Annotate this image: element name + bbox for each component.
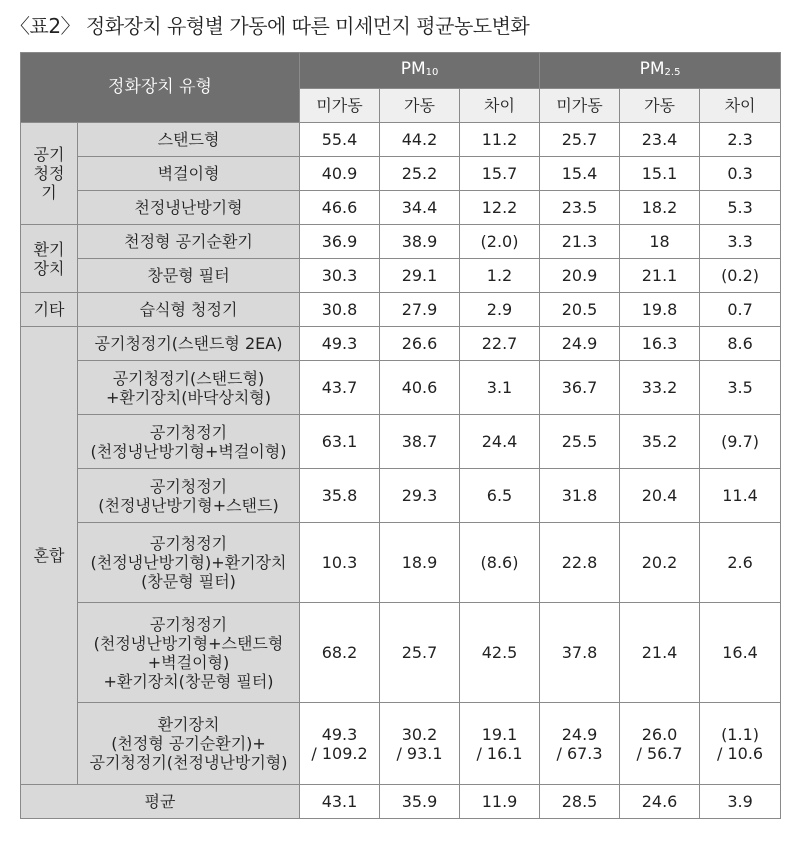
- device-type: 공기청정기 (천정냉난방기형+스탠드): [78, 469, 300, 523]
- header-pm10-diff: 차이: [460, 89, 540, 123]
- header-pm25-on: 가동: [620, 89, 700, 123]
- average-value: 43.1: [300, 785, 380, 819]
- value-pm10-diff: 15.7: [460, 157, 540, 191]
- value-pm10-off: 68.2: [300, 603, 380, 703]
- device-type: 스탠드형: [78, 123, 300, 157]
- value-pm25-on: 33.2: [620, 361, 700, 415]
- device-type: 창문형 필터: [78, 259, 300, 293]
- header-pm10-on: 가동: [380, 89, 460, 123]
- value-pm10-on: 29.3: [380, 469, 460, 523]
- value-pm10-off: 49.3 / 109.2: [300, 703, 380, 785]
- value-pm25-on: 26.0 / 56.7: [620, 703, 700, 785]
- average-value: 3.9: [700, 785, 781, 819]
- value-pm25-off: 25.7: [540, 123, 620, 157]
- device-type: 공기청정기 (천정냉난방기형+벽걸이형): [78, 415, 300, 469]
- value-pm10-on: 25.7: [380, 603, 460, 703]
- value-pm25-off: 22.8: [540, 523, 620, 603]
- value-pm25-diff: 5.3: [700, 191, 781, 225]
- table-row: [21, 259, 781, 293]
- value-pm25-off: 20.5: [540, 293, 620, 327]
- header-pm10-off: 미가동: [300, 89, 380, 123]
- value-pm10-on: 40.6: [380, 361, 460, 415]
- value-pm10-on: 38.9: [380, 225, 460, 259]
- value-pm25-off: 24.9: [540, 327, 620, 361]
- table-row: [21, 361, 781, 415]
- average-value: 35.9: [380, 785, 460, 819]
- value-pm10-off: 43.7: [300, 361, 380, 415]
- value-pm25-off: 24.9 / 67.3: [540, 703, 620, 785]
- value-pm10-off: 49.3: [300, 327, 380, 361]
- value-pm25-diff: (1.1) / 10.6: [700, 703, 781, 785]
- table-row: [21, 123, 781, 157]
- value-pm25-on: 21.4: [620, 603, 700, 703]
- header-type: 정화장치 유형: [21, 53, 300, 123]
- value-pm25-diff: 3.5: [700, 361, 781, 415]
- value-pm10-diff: (8.6): [460, 523, 540, 603]
- value-pm25-on: 18.2: [620, 191, 700, 225]
- value-pm25-diff: 8.6: [700, 327, 781, 361]
- value-pm10-on: 26.6: [380, 327, 460, 361]
- average-value: 24.6: [620, 785, 700, 819]
- group-mixed: 혼합: [21, 327, 78, 785]
- table-row: [21, 293, 781, 327]
- average-value: 11.9: [460, 785, 540, 819]
- value-pm25-on: 35.2: [620, 415, 700, 469]
- table-row: [21, 469, 781, 523]
- value-pm25-diff: 11.4: [700, 469, 781, 523]
- value-pm25-diff: (9.7): [700, 415, 781, 469]
- value-pm25-diff: 2.6: [700, 523, 781, 603]
- value-pm10-off: 35.8: [300, 469, 380, 523]
- header-pm10: $PM_{10}$: [300, 53, 540, 89]
- value-pm25-on: 19.8: [620, 293, 700, 327]
- value-pm25-on: 18: [620, 225, 700, 259]
- average-label: 평균: [21, 785, 300, 819]
- device-type: 환기장치 (천정형 공기순환기)+ 공기청정기(천정냉난방기형): [78, 703, 300, 785]
- average-value: 28.5: [540, 785, 620, 819]
- value-pm10-on: 27.9: [380, 293, 460, 327]
- value-pm10-diff: 19.1 / 16.1: [460, 703, 540, 785]
- table-row: [21, 327, 781, 361]
- value-pm25-diff: 0.7: [700, 293, 781, 327]
- value-pm25-on: 21.1: [620, 259, 700, 293]
- value-pm10-off: 30.3: [300, 259, 380, 293]
- table-row: [21, 157, 781, 191]
- value-pm25-diff: 2.3: [700, 123, 781, 157]
- value-pm10-diff: 6.5: [460, 469, 540, 523]
- device-type: 천정냉난방기형: [78, 191, 300, 225]
- value-pm10-on: 18.9: [380, 523, 460, 603]
- header-pm25: $PM_{2.5}$: [540, 53, 781, 89]
- value-pm10-diff: 2.9: [460, 293, 540, 327]
- value-pm25-diff: 0.3: [700, 157, 781, 191]
- value-pm25-diff: 16.4: [700, 603, 781, 703]
- value-pm25-off: 23.5: [540, 191, 620, 225]
- value-pm10-diff: 12.2: [460, 191, 540, 225]
- table-row: [21, 603, 781, 703]
- value-pm10-diff: 24.4: [460, 415, 540, 469]
- device-type: 공기청정기(스탠드형 2EA): [78, 327, 300, 361]
- value-pm10-on: 30.2 / 93.1: [380, 703, 460, 785]
- value-pm25-diff: (0.2): [700, 259, 781, 293]
- value-pm10-off: 46.6: [300, 191, 380, 225]
- value-pm10-diff: 1.2: [460, 259, 540, 293]
- value-pm10-on: 25.2: [380, 157, 460, 191]
- header-pm25-off: 미가동: [540, 89, 620, 123]
- device-type: 벽걸이형: [78, 157, 300, 191]
- table-row: [21, 415, 781, 469]
- header-pm25-diff: 차이: [700, 89, 781, 123]
- value-pm10-diff: (2.0): [460, 225, 540, 259]
- pm-concentration-table: [20, 52, 781, 819]
- value-pm10-off: 10.3: [300, 523, 380, 603]
- value-pm25-off: 31.8: [540, 469, 620, 523]
- value-pm10-off: 36.9: [300, 225, 380, 259]
- table-row: [21, 523, 781, 603]
- value-pm10-on: 38.7: [380, 415, 460, 469]
- group-air-purifier: 공기 청정 기: [21, 123, 78, 225]
- value-pm10-off: 55.4: [300, 123, 380, 157]
- average-row: [21, 785, 781, 819]
- value-pm25-off: 15.4: [540, 157, 620, 191]
- device-type: 습식형 청정기: [78, 293, 300, 327]
- value-pm25-on: 20.2: [620, 523, 700, 603]
- table-row: [21, 703, 781, 785]
- device-type: 공기청정기 (천정냉난방기형)+환기장치 (창문형 필터): [78, 523, 300, 603]
- value-pm25-off: 21.3: [540, 225, 620, 259]
- value-pm25-on: 23.4: [620, 123, 700, 157]
- value-pm25-on: 20.4: [620, 469, 700, 523]
- value-pm10-diff: 42.5: [460, 603, 540, 703]
- table-row: [21, 191, 781, 225]
- value-pm10-off: 40.9: [300, 157, 380, 191]
- value-pm10-on: 44.2: [380, 123, 460, 157]
- group-other: 기타: [21, 293, 78, 327]
- value-pm10-on: 29.1: [380, 259, 460, 293]
- device-type: 공기청정기 (천정냉난방기형+스탠드형 +벽걸이형) +환기장치(창문형 필터): [78, 603, 300, 703]
- value-pm25-on: 15.1: [620, 157, 700, 191]
- value-pm25-off: 25.5: [540, 415, 620, 469]
- table-row: [21, 225, 781, 259]
- value-pm10-diff: 22.7: [460, 327, 540, 361]
- device-type: 천정형 공기순환기: [78, 225, 300, 259]
- value-pm25-off: 20.9: [540, 259, 620, 293]
- table-caption: 〈표2〉 정화장치 유형별 가동에 따른 미세먼지 평균농도변화: [10, 14, 530, 38]
- group-ventilation: 환기 장치: [21, 225, 78, 293]
- value-pm10-off: 30.8: [300, 293, 380, 327]
- device-type: 공기청정기(스탠드형) +환기장치(바닥상치형): [78, 361, 300, 415]
- value-pm10-off: 63.1: [300, 415, 380, 469]
- value-pm10-diff: 3.1: [460, 361, 540, 415]
- value-pm25-diff: 3.3: [700, 225, 781, 259]
- value-pm10-diff: 11.2: [460, 123, 540, 157]
- value-pm25-on: 16.3: [620, 327, 700, 361]
- value-pm25-off: 36.7: [540, 361, 620, 415]
- value-pm25-off: 37.8: [540, 603, 620, 703]
- value-pm10-on: 34.4: [380, 191, 460, 225]
